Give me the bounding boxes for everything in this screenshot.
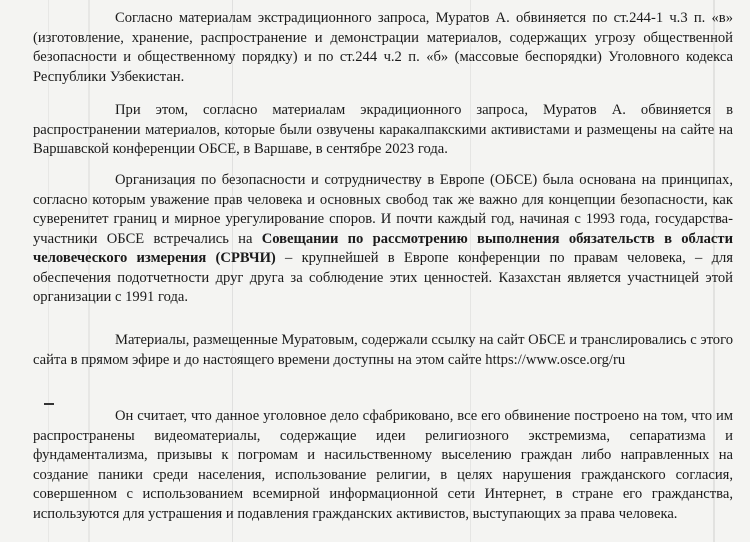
margin-mark bbox=[44, 403, 54, 405]
paragraph-text: При этом, согласно материалам экрадиционного запроса, Муратов А. обвиняется в распространении материалов, которые были озвучены каракалпакскими активистами и размещены на сайте на Варшавской конференции ОБСЕ, в Варшаве, в сентябре 2023 года. bbox=[33, 102, 733, 157]
paragraph-osce-background bbox=[33, 171, 733, 308]
paragraph-text: Он считает, что данное уголовное дело сфабриковано, все его обвинение построено на том, что им распространены видеоматериалы, содержащие идеи религиозного экстремизма, сепаратизма и фундаментализма, призывы к погромам и насильственному выселению граждан либо направленных на создание паники среди населения, использование религии, в целях нарушения гражданского согласия, совершенном с использованием всемирной информационной сети Интернет, в стране его гражданства, используются для устрашения и подавления гражданских активистов, выступающих за права человека. bbox=[33, 408, 733, 522]
paragraph-text: Материалы, размещенные Муратовым, содержали ссылку на сайт ОБСЕ и транслировались с этого сайта в прямом эфире и до настоящего времени доступны на этом сайте https://www.osce.org/ru bbox=[33, 332, 733, 368]
paragraph-extradition-charges bbox=[33, 9, 733, 87]
paragraph-fabricated-case bbox=[33, 407, 733, 524]
paragraph-text: Согласно материалам экстрадиционного запроса, Муратов А. обвиняется по ст.244-1 ч.3 п. «в» (изготовление, хранение, распространение и демонстрации материалов, содержащих угрозу общественной безопасности и общественному порядку) и по ст.244 ч.2 п. «б» (массовые беспорядки) Уголовного кодекса Республики Узбекистан. bbox=[33, 10, 733, 85]
paragraph-distribution-charge bbox=[33, 101, 733, 160]
paragraph-text-bold: Совещании по рассмотрению выполнения обязательств в области человеческого измерения (СРВЧИ) bbox=[33, 230, 733, 266]
paragraph-text: Организация по безопасности и сотрудничеству в Европе (ОБСЕ) была основана на принципах, согласно которым уважение прав человека и основных свобод так же важно для концепции безопасности, как суверенитет границ и мирное урегулирование споров. И почти каждый год, начиная с 1993 года, государства-участники ОБСЕ встречались на bbox=[33, 172, 733, 247]
paragraph-materials-link bbox=[33, 331, 733, 370]
paragraph-text: – крупнейшей в Европе конференции по правам человека, – для обеспечения подотчетности друг друга за соблюдение этих ценностей. Казахстан является участницей этой организации с 1991 года. bbox=[33, 250, 733, 305]
